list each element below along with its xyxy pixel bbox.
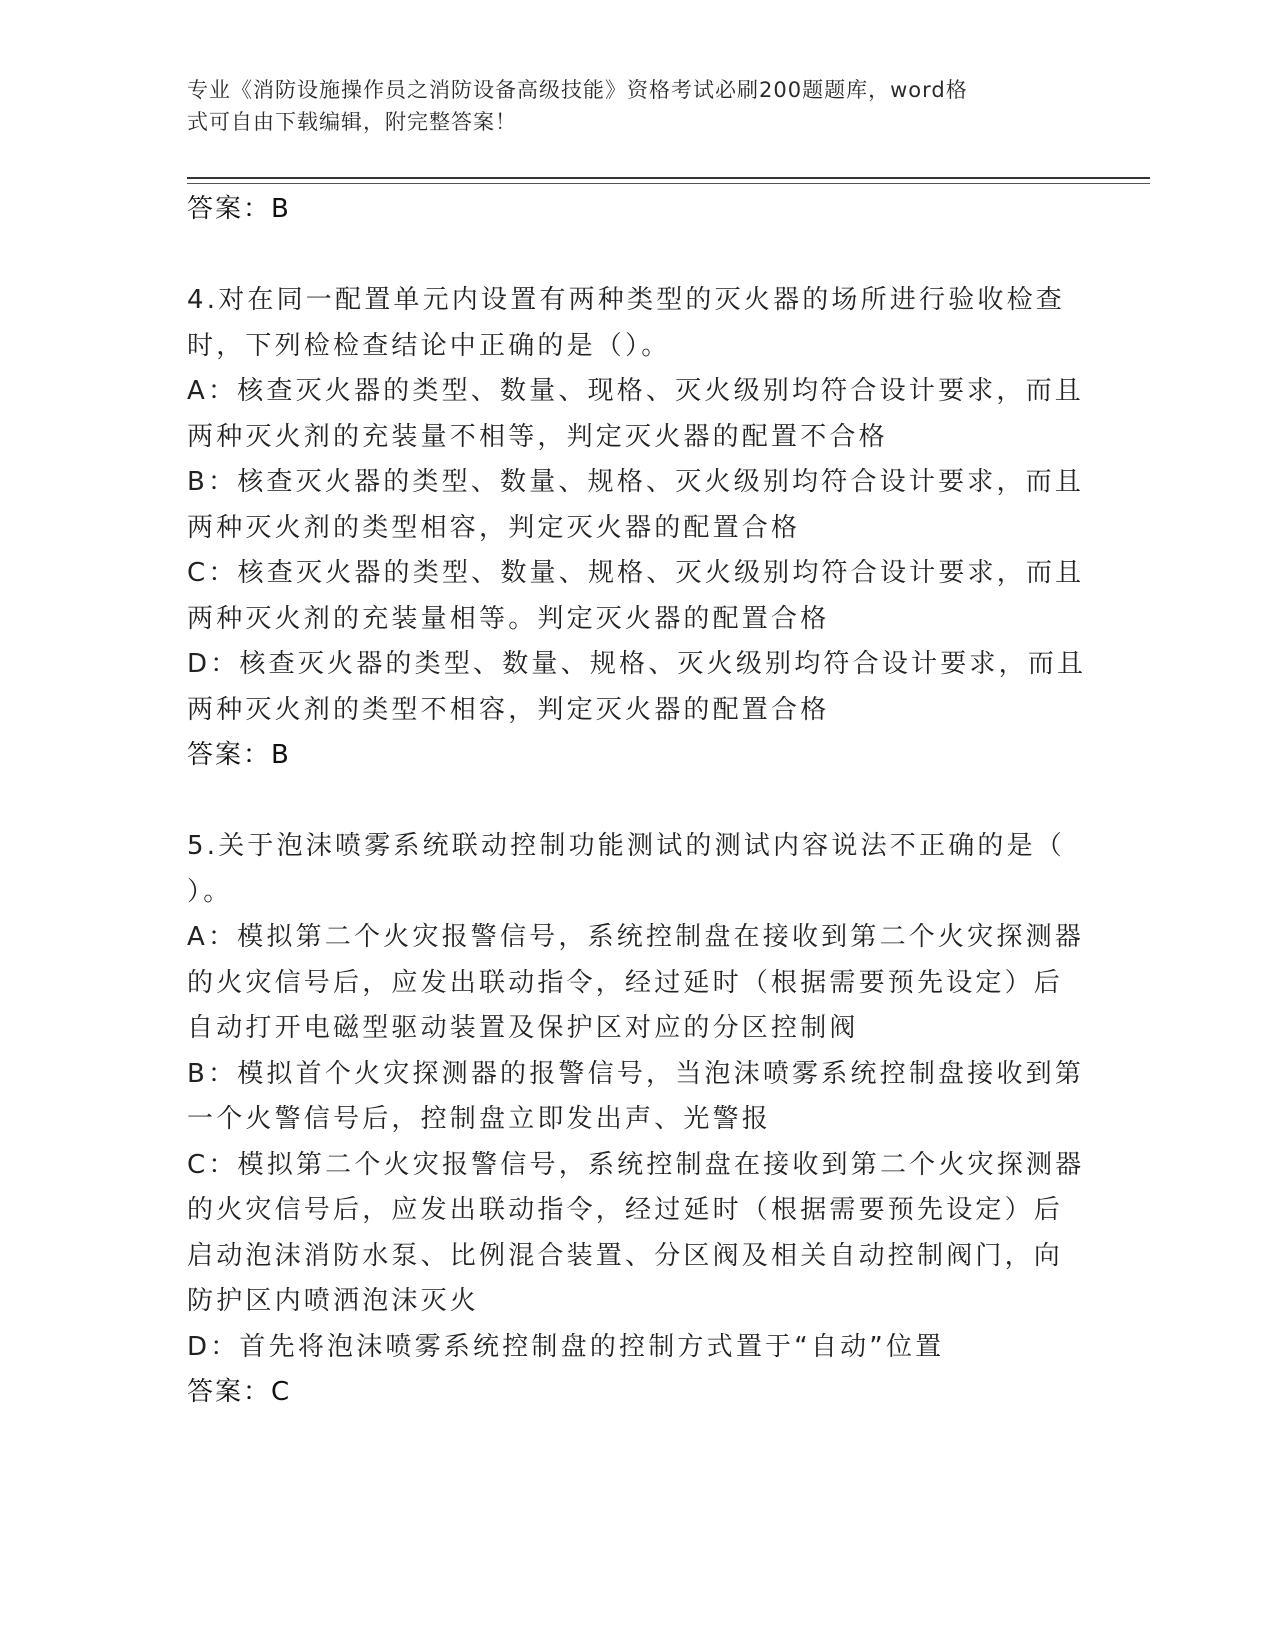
answer-line: 答案：C: [187, 1377, 292, 1407]
option-line: 的火灾信号后，应发出联动指令，经过延时（根据需要预先设定）后: [187, 967, 1064, 998]
option-line: C：模拟第二个火灾报警信号，系统控制盘在接收到第二个火灾探测器: [187, 1149, 1085, 1180]
option-line: A：核查灭火器的类型、数量、现格、灭火级别均符合设计要求，而且: [187, 376, 1084, 406]
previous-answer: 答案：B: [187, 194, 291, 224]
option-c: [187, 551, 1085, 642]
option-line: 两种灭火剂的充装量相等。判定灭火器的配置合格: [187, 603, 830, 634]
option-line: 两种灭火剂的充装量不相等，判定灭火器的配置不合格: [187, 421, 888, 452]
option-line: B：模拟首个火灾探测器的报警信号，当泡沫喷雾系统控制盘接收到第: [187, 1058, 1085, 1089]
option-line: 自动打开电磁型驱动装置及保护区对应的分区控制阀: [187, 1013, 859, 1043]
header-divider-thick: [187, 177, 1150, 179]
option-c: [187, 1143, 1085, 1325]
spacer: [187, 233, 1067, 279]
question-stem-line: 5.关于泡沫喷雾系统联动控制功能测试的测试内容说法不正确的是（: [187, 831, 1066, 861]
answer-line: 答案：B: [187, 740, 291, 770]
option-a: [187, 369, 1084, 460]
spacer: [187, 779, 1067, 825]
option-line: 防护区内喷洒泡沫灭火: [187, 1286, 480, 1316]
question-4: [187, 278, 1087, 779]
option-d: [187, 1325, 1067, 1371]
option-a: [187, 915, 1084, 1052]
option-b: [187, 1052, 1085, 1143]
option-line: D：核查灭火器的类型、数量、规格、灭火级别均符合设计要求，而且: [187, 649, 1087, 679]
option-b: [187, 460, 1085, 551]
question-stem-line: ）。: [187, 876, 233, 907]
option-line: A：模拟第二个火灾报警信号，系统控制盘在接收到第二个火灾探测器: [187, 922, 1084, 952]
question-stem-line: 时，下列检检查结论中正确的是（）。: [187, 330, 671, 361]
header-line: 专业《消防设施操作员之消防设备高级技能》资格考试必刷200题题库，word格: [187, 78, 968, 102]
option-line: B：核查灭火器的类型、数量、规格、灭火级别均符合设计要求，而且: [187, 467, 1085, 497]
option-line: D：首先将泡沫喷雾系统控制盘的控制方式置于“自动”位置: [187, 1331, 945, 1362]
option-d: [187, 642, 1087, 733]
document-body: [187, 187, 1087, 1416]
question-stem-line: 4.对在同一配置单元内设置有两种类型的灭火器的场所进行验收检查: [187, 285, 1066, 315]
option-line: 的火灾信号后，应发出联动指令，经过延时（根据需要预先设定）后: [187, 1195, 1064, 1225]
option-line: 一个火警信号后，控制盘立即发出声、光警报: [187, 1104, 772, 1134]
option-line: C：核查灭火器的类型、数量、规格、灭火级别均符合设计要求，而且: [187, 558, 1085, 588]
option-line: 两种灭火剂的类型不相容，判定灭火器的配置合格: [187, 694, 830, 725]
option-line: 两种灭火剂的类型相容，判定灭火器的配置合格: [187, 512, 801, 543]
document-header: [187, 74, 1067, 138]
header-line: 式可自由下载编辑，附完整答案！: [187, 110, 517, 134]
header-divider-thin: [187, 183, 1150, 184]
question-5: [187, 824, 1085, 1416]
option-line: 启动泡沫消防水泵、比例混合装置、分区阀及相关自动控制阀门，向: [187, 1240, 1064, 1271]
